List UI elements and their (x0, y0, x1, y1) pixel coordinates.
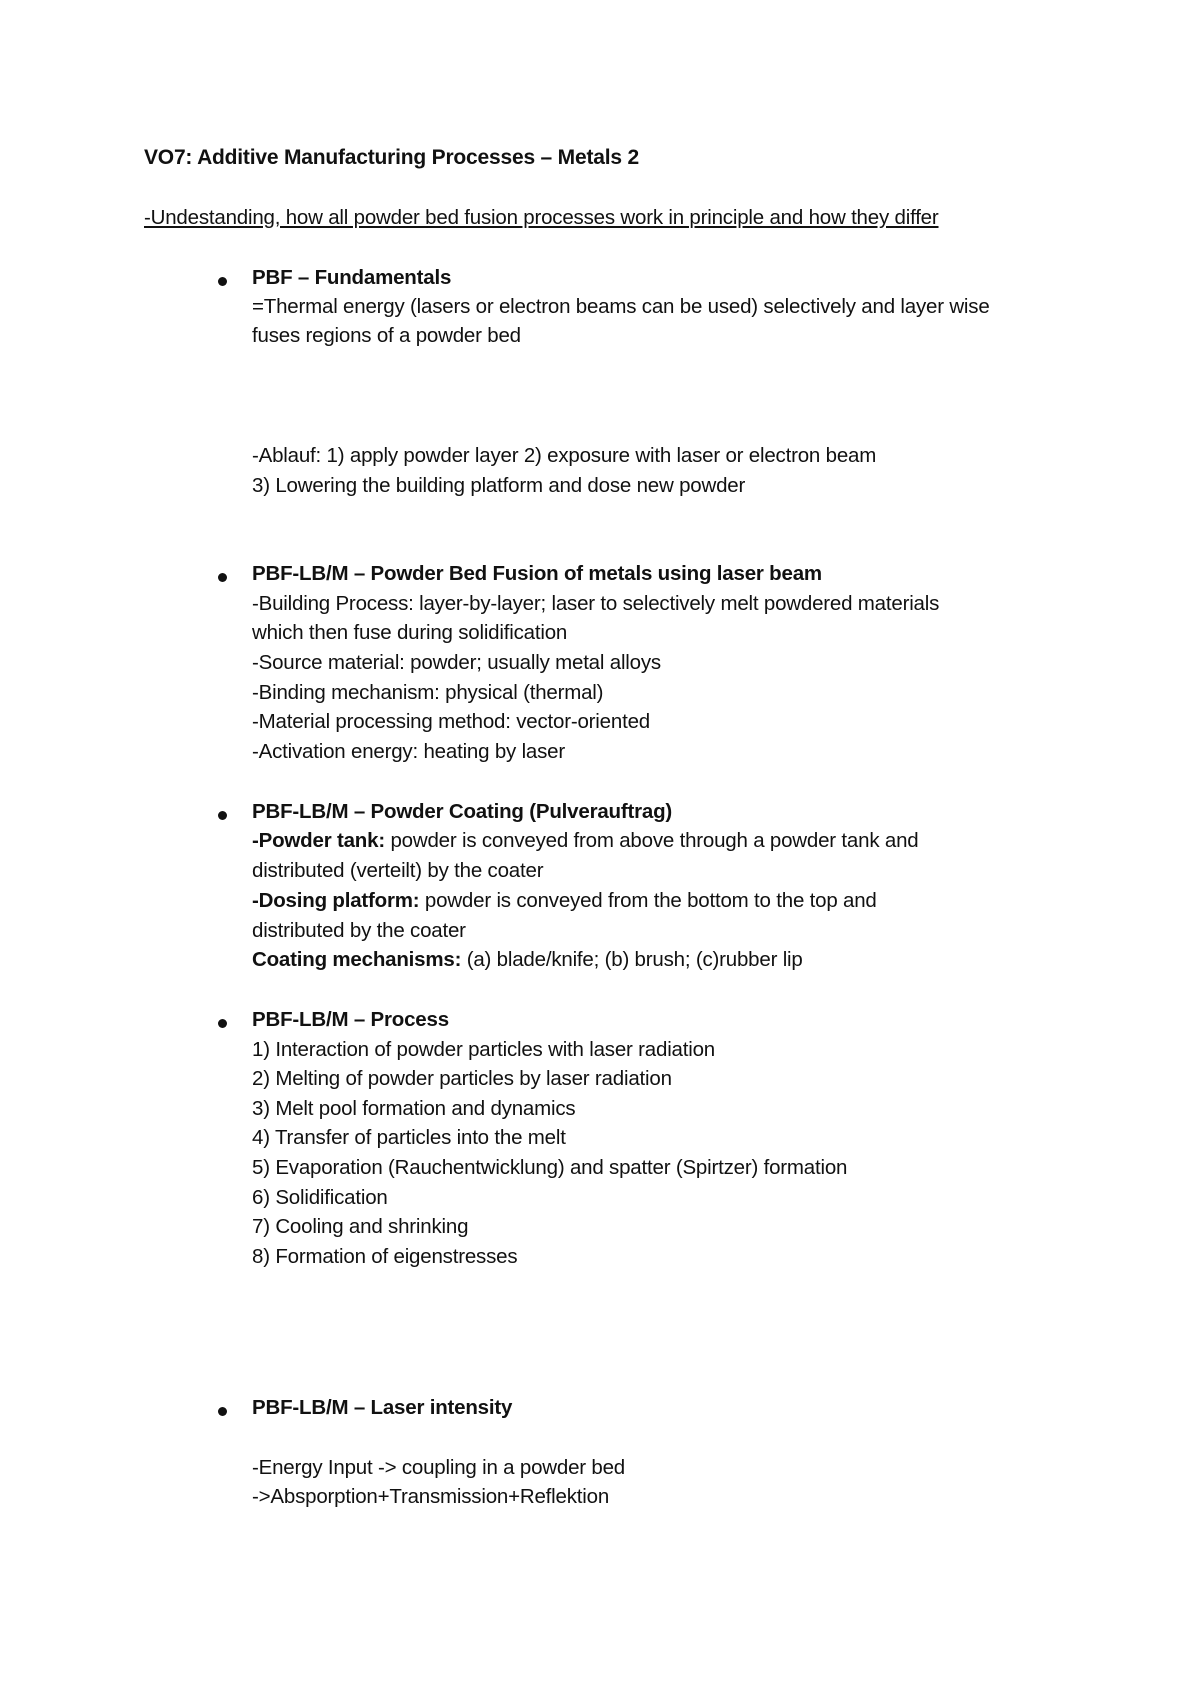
powder-coating-line (252, 856, 543, 886)
process-step: 3) Melt pool formation and dynamics (252, 1097, 576, 1120)
dosing-platform-label: -Dosing platform: (252, 889, 420, 912)
coating-mechanisms-text: (a) blade/knife; (b) brush; (c)rubber lip (461, 948, 803, 971)
pbf-lbm-line: -Source material: powder; usually metal alloys (252, 651, 661, 674)
bullet-icon (218, 1019, 227, 1028)
bullet-icon (218, 1407, 227, 1416)
section-heading-process: PBF-LB/M – Process (252, 1008, 449, 1031)
fundamentals-line: fuses regions of a powder bed (252, 324, 521, 347)
process-step: 5) Evaporation (Rauchentwicklung) and spatter (Spirtzer) formation (252, 1156, 848, 1179)
laser-intensity-line: -Energy Input -> coupling in a powder bed (252, 1456, 626, 1479)
document-title: VO7: Additive Manufacturing Processes – Metals 2 (144, 146, 639, 169)
fundamentals-line: =Thermal energy (lasers or electron beams can be used) selectively and layer wise (252, 295, 990, 318)
learning-objective: -Undestanding, how all powder bed fusion processes work in principle and how they differ (144, 206, 939, 229)
powder-tank-label: -Powder tank: (252, 829, 385, 852)
pbf-lbm-line: -Material processing method: vector-oriented (252, 710, 650, 733)
powder-coating-line (252, 826, 918, 856)
dosing-platform-text: powder is conveyed from the bottom to the top and (419, 889, 877, 912)
powder-coating-line (252, 916, 466, 946)
process-step: 8) Formation of eigenstresses (252, 1245, 518, 1268)
process-step: 4) Transfer of particles into the melt (252, 1126, 566, 1149)
process-step: 1) Interaction of powder particles with laser radiation (252, 1038, 716, 1061)
powder-coating-line (252, 886, 877, 916)
section-heading-fundamentals: PBF – Fundamentals (252, 266, 452, 289)
powder-tank-text-cont: distributed (verteilt) by the coater (252, 859, 544, 882)
bullet-icon (218, 811, 227, 820)
section-heading-laser-intensity: PBF-LB/M – Laser intensity (252, 1396, 513, 1419)
section-heading-powder-coating: PBF-LB/M – Powder Coating (Pulverauftrag) (252, 800, 673, 823)
bullet-icon (218, 573, 227, 582)
pbf-lbm-line: which then fuse during solidification (252, 621, 568, 644)
pbf-lbm-line: -Activation energy: heating by laser (252, 740, 566, 763)
pbf-lbm-line: -Binding mechanism: physical (thermal) (252, 681, 604, 704)
process-step: 6) Solidification (252, 1186, 388, 1209)
powder-tank-text: powder is conveyed from above through a powder tank and (384, 829, 919, 852)
dosing-platform-text-cont: distributed by the coater (252, 919, 466, 942)
process-step: 2) Melting of powder particles by laser radiation (252, 1067, 672, 1090)
powder-coating-line (252, 945, 803, 975)
fundamentals-line: -Ablauf: 1) apply powder layer 2) exposure with laser or electron beam (252, 444, 877, 467)
process-step: 7) Cooling and shrinking (252, 1215, 469, 1238)
section-heading-pbf-lbm: PBF-LB/M – Powder Bed Fusion of metals using laser beam (252, 562, 822, 585)
bullet-icon (218, 277, 227, 286)
laser-intensity-line: ->Absporption+Transmission+Reflektion (252, 1485, 610, 1508)
coating-mechanisms-label: Coating mechanisms: (252, 948, 462, 971)
fundamentals-line: 3) Lowering the building platform and dose new powder (252, 474, 746, 497)
pbf-lbm-line: -Building Process: layer-by-layer; laser to selectively melt powdered materials (252, 592, 940, 615)
